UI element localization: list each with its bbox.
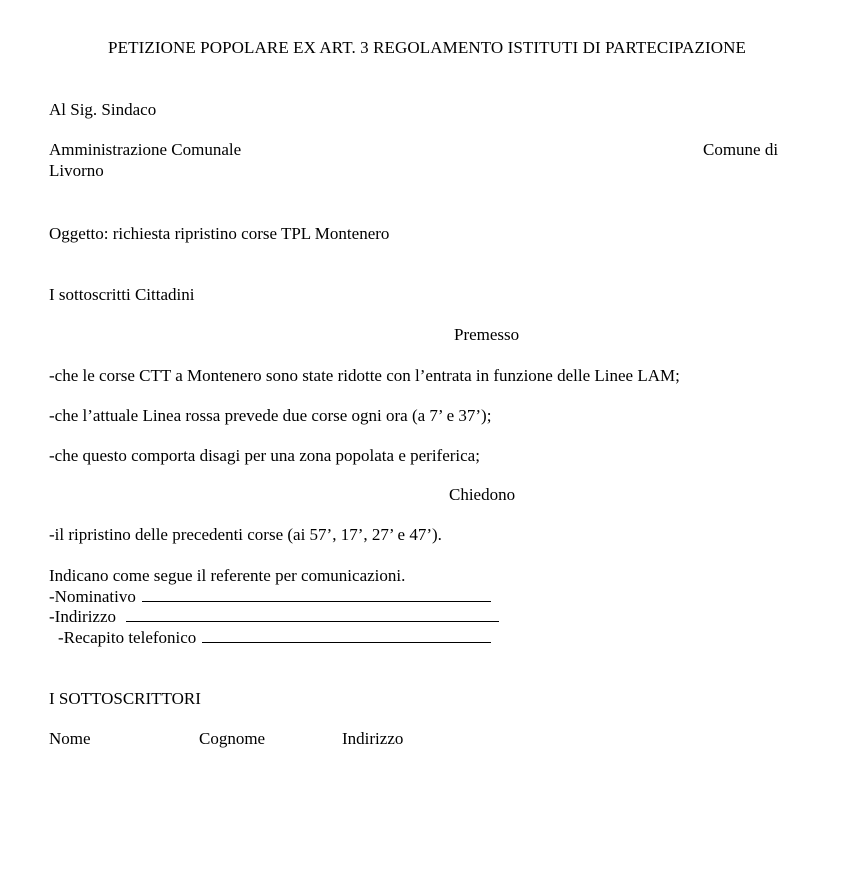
addressee-sindaco: Al Sig. Sindaco xyxy=(49,100,157,119)
column-cognome: Cognome xyxy=(199,729,266,748)
recapito-field xyxy=(58,628,491,648)
document-title: PETIZIONE POPOLARE EX ART. 3 REGOLAMENTO ISTITUTI DI PARTECIPAZIONE xyxy=(108,38,746,57)
column-indirizzo: Indirizzo xyxy=(342,729,404,748)
premise-2: -che l’attuale Linea rossa prevede due corse ogni ora (a 7’ e 37’); xyxy=(49,406,492,425)
recapito-label: -Recapito telefonico xyxy=(58,628,197,647)
indirizzo-label: -Indirizzo xyxy=(49,607,117,626)
addressee-admin: Amministrazione Comunale xyxy=(49,140,242,159)
premesso-heading: Premesso xyxy=(454,325,520,344)
contact-intro: Indicano come segue il referente per comunicazioni. xyxy=(49,566,406,585)
indirizzo-field xyxy=(49,607,499,627)
addressee-comune-di: Comune di xyxy=(703,140,779,159)
nominativo-field xyxy=(49,587,491,607)
request-line: -il ripristino delle precedenti corse (ai 57’, 17’, 27’ e 47’). xyxy=(49,525,442,544)
chiedono-heading: Chiedono xyxy=(449,485,516,504)
nominativo-blank-line xyxy=(142,587,491,602)
subject-line: Oggetto: richiesta ripristino corse TPL Montenero xyxy=(49,224,390,243)
indirizzo-blank-line xyxy=(126,607,499,622)
recapito-blank-line xyxy=(202,628,491,643)
nominativo-label: -Nominativo xyxy=(49,587,136,606)
intro-line: I sottoscritti Cittadini xyxy=(49,285,195,304)
column-nome: Nome xyxy=(49,729,91,748)
addressee-city: Livorno xyxy=(49,161,104,180)
premise-1: -che le corse CTT a Montenero sono state ridotte con l’entrata in funzione delle Linee LAM; xyxy=(49,366,680,385)
premise-3: -che questo comporta disagi per una zona popolata e periferica; xyxy=(49,446,480,465)
signers-heading: I SOTTOSCRITTORI xyxy=(49,689,201,708)
